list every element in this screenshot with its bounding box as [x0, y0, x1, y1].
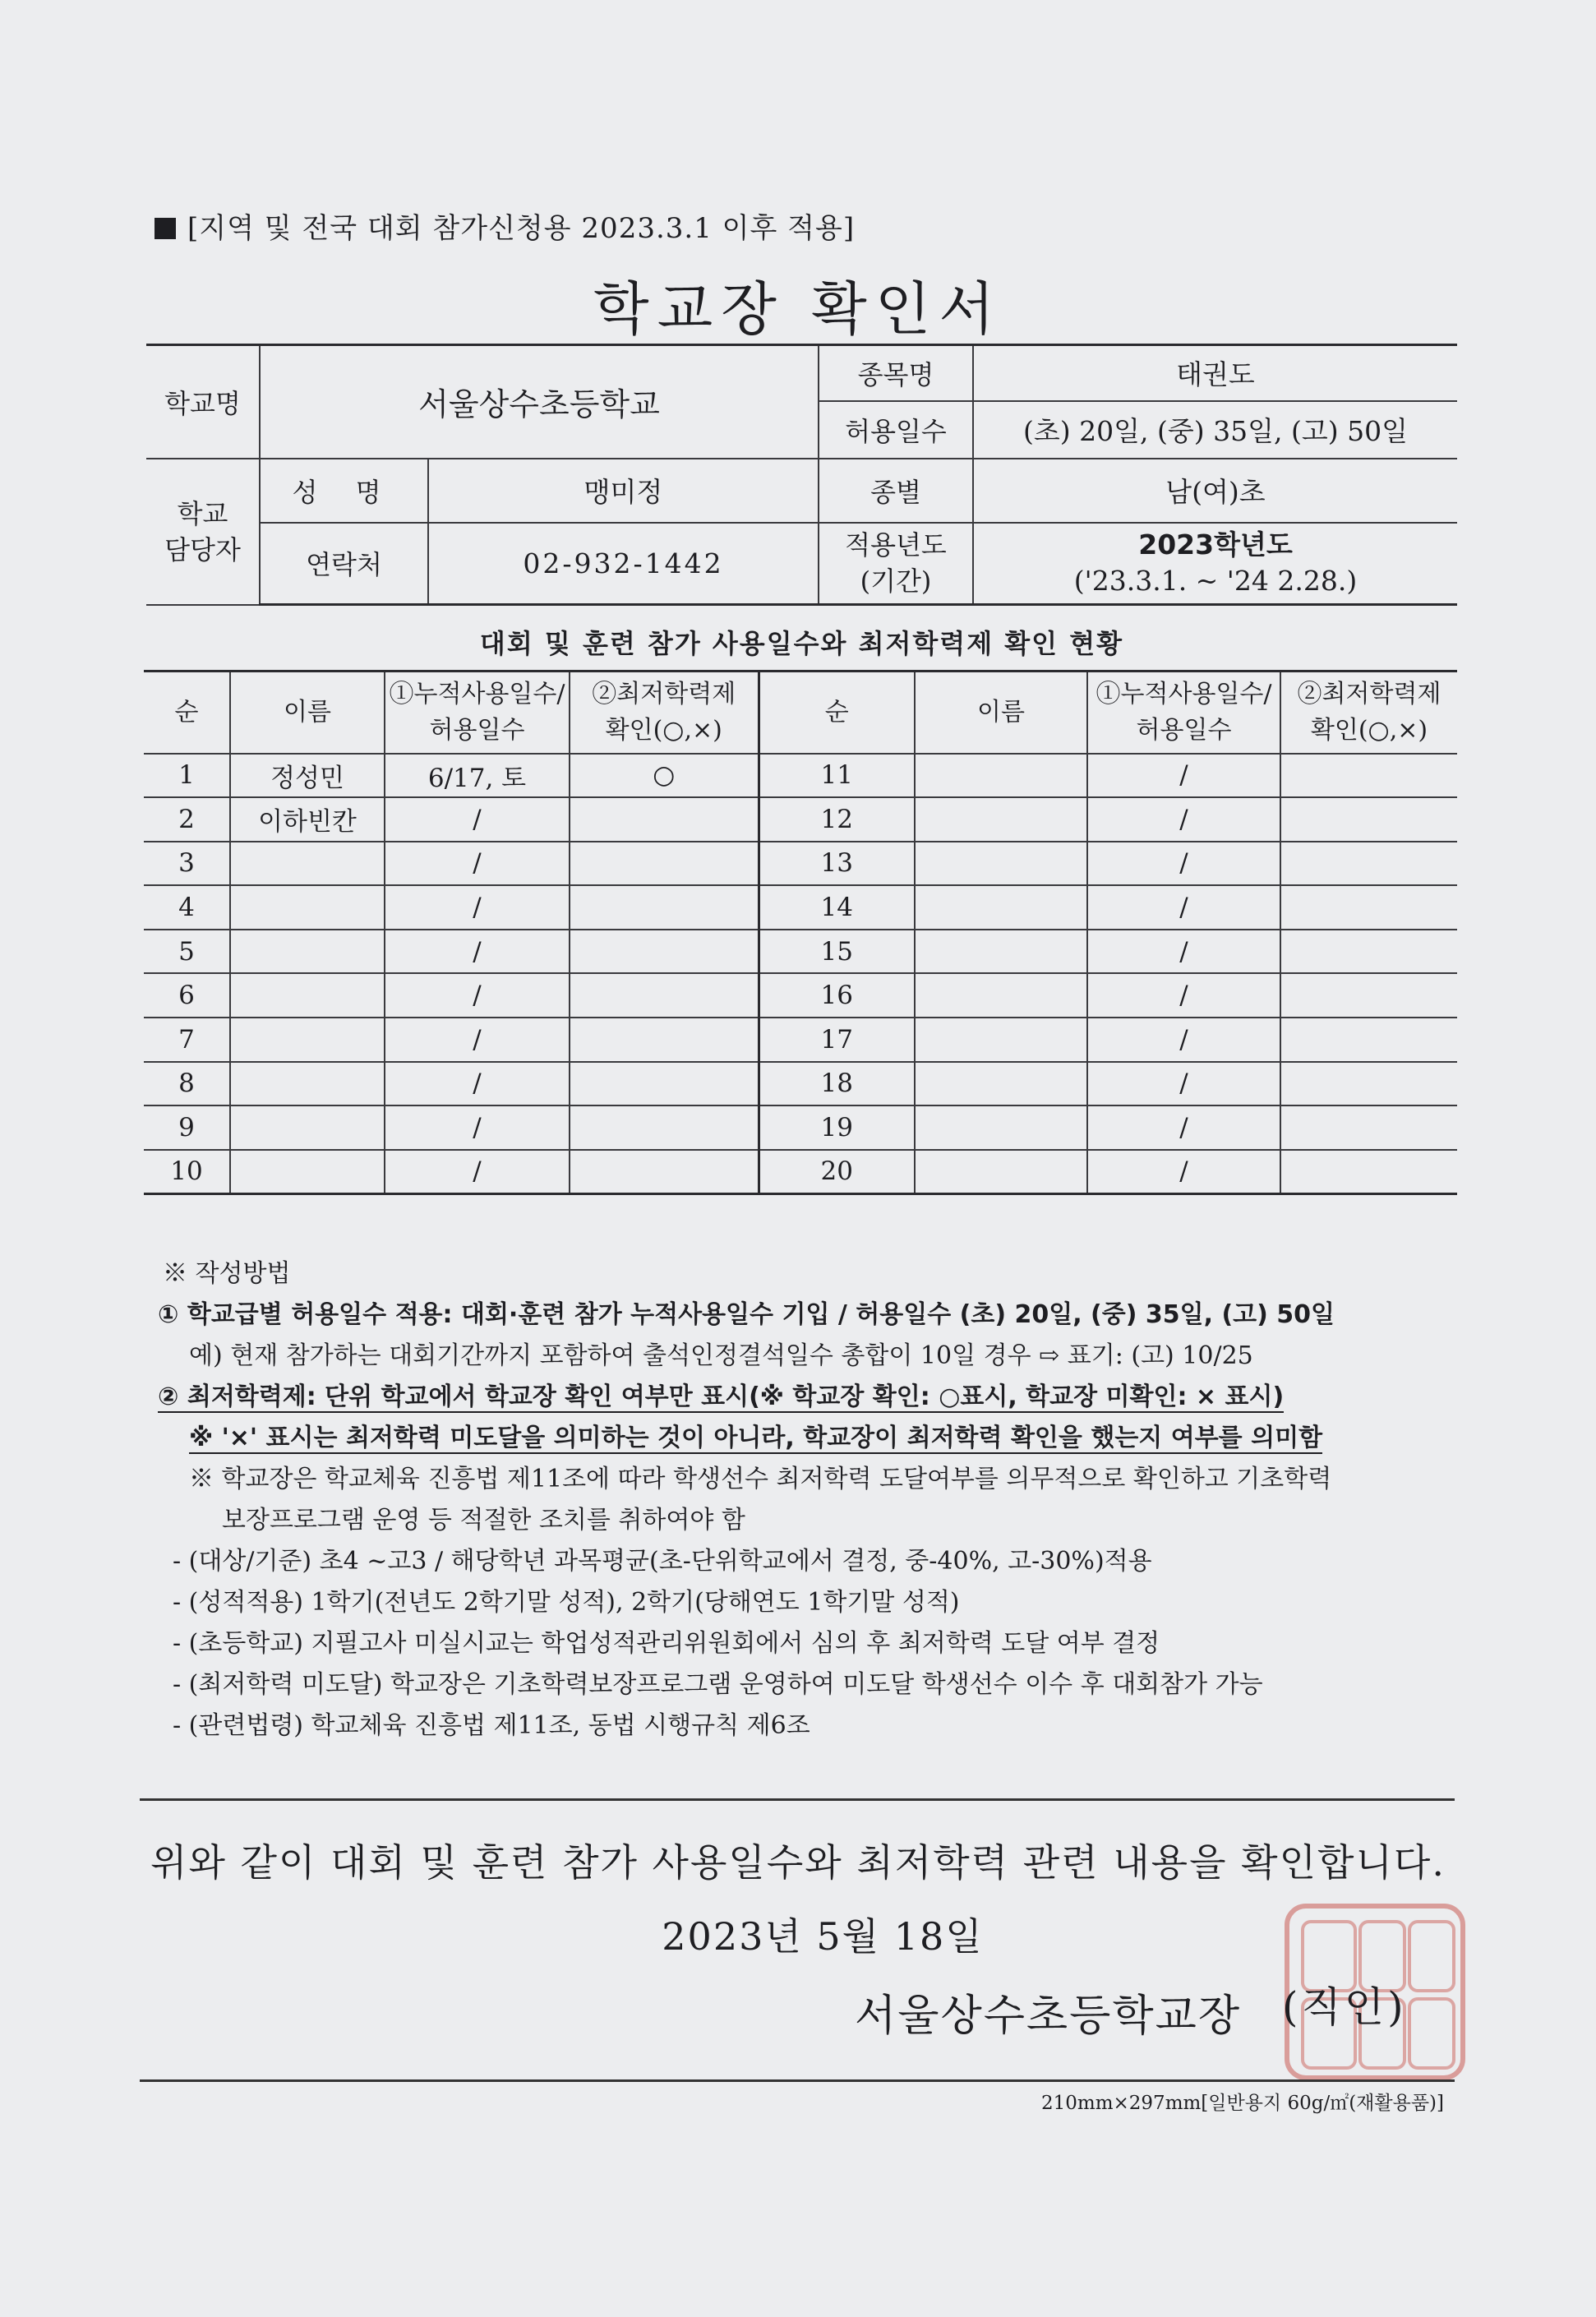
table-row — [144, 1105, 1457, 1150]
days-used: / — [1087, 930, 1280, 974]
table-row — [144, 885, 1457, 930]
min-academic-check — [1280, 973, 1457, 1018]
col-num-header: 순 — [144, 672, 230, 754]
school-label: 학교명 — [146, 345, 260, 459]
days-used: / — [1087, 1018, 1280, 1062]
event-value: 태권도 — [973, 345, 1457, 401]
student-name — [915, 1018, 1087, 1062]
student-name — [915, 842, 1087, 886]
divider — [140, 1798, 1455, 1801]
min-academic-check — [1280, 1105, 1457, 1150]
issue-date: 2023년 5월 18일 — [662, 1914, 984, 1959]
days-used: / — [385, 973, 570, 1018]
days-used: / — [385, 797, 570, 842]
note-line: - (최저학력 미도달) 학교장은 기초학력보장프로그램 운영하여 미도달 학생선수 이수 후 대회참가 가능 — [173, 1670, 1263, 1699]
row-number: 12 — [759, 797, 915, 842]
note-line: ※ 학교장은 학교체육 진흥법 제11조에 따라 학생선수 최저학력 도달여부를 의무적으로 확인하고 기초학력 — [189, 1465, 1332, 1493]
days-used: / — [1087, 1150, 1280, 1194]
min-academic-check — [570, 885, 759, 930]
min-academic-check — [570, 973, 759, 1018]
gender-value: 남(여)초 — [973, 459, 1457, 523]
col-check-header-2: ②최저학력제 확인(○,×) — [1280, 672, 1457, 754]
name-label: 성 명 — [260, 459, 428, 523]
table-row — [144, 1018, 1457, 1062]
instructions-heading: ※ 작성방법 — [163, 1259, 291, 1288]
row-number: 13 — [759, 842, 915, 886]
min-academic-check — [1280, 1018, 1457, 1062]
application-note-text: [지역 및 전국 대회 참가신청용 2023.3.1 이후 적용] — [187, 212, 856, 245]
days-used: / — [385, 1105, 570, 1150]
days-used: / — [385, 885, 570, 930]
days-used: / — [385, 1018, 570, 1062]
min-academic-check — [570, 1018, 759, 1062]
note-line: 보장프로그램 운영 등 적절한 조치를 취하여야 함 — [222, 1506, 745, 1535]
gender-label: 종별 — [819, 459, 973, 523]
paper-spec: 210mm×297mm[일반용지 60g/㎡(재활용품)] — [1041, 2093, 1444, 2114]
participation-table — [144, 670, 1457, 1195]
row-number: 16 — [759, 973, 915, 1018]
student-name — [915, 1150, 1087, 1194]
note-line: - (관련법령) 학교체육 진흥법 제11조, 동법 시행규칙 제6조 — [173, 1711, 810, 1740]
student-name — [915, 1105, 1087, 1150]
student-name — [230, 930, 385, 974]
table-row — [144, 842, 1457, 886]
student-name — [230, 1150, 385, 1194]
student-name — [230, 973, 385, 1018]
note-line: ※ '×' 표시는 최저학력 미도달을 의미하는 것이 아니라, 학교장이 최저학력 확인을 했는지 여부를 의미함 — [189, 1424, 1323, 1452]
row-number: 10 — [144, 1150, 230, 1194]
student-name — [230, 1018, 385, 1062]
days-used: / — [385, 930, 570, 974]
min-academic-check — [570, 1062, 759, 1106]
col-days-header: ①누적사용일수/ 허용일수 — [385, 672, 570, 754]
note-line: ② 최저학력제: 단위 학교에서 학교장 확인 여부만 표시(※ 학교장 확인: ○표시, 학교장 미확인: × 표시) — [158, 1382, 1285, 1411]
document-title: 학교장 확인서 — [593, 275, 1003, 343]
col-check-header: ②최저학력제 확인(○,×) — [570, 672, 759, 754]
student-name — [230, 885, 385, 930]
row-number: 1 — [144, 754, 230, 798]
allowed-days-value: (초) 20일, (중) 35일, (고) 50일 — [973, 401, 1457, 459]
year-label: 적용년도 (기간) — [819, 523, 973, 605]
col-days-header-2: ①누적사용일수/ 허용일수 — [1087, 672, 1280, 754]
student-name: 정성민 — [230, 754, 385, 798]
days-used: / — [385, 842, 570, 886]
min-academic-check — [1280, 930, 1457, 974]
student-name — [230, 842, 385, 886]
table-row — [144, 797, 1457, 842]
row-number: 19 — [759, 1105, 915, 1150]
row-number: 2 — [144, 797, 230, 842]
row-number: 11 — [759, 754, 915, 798]
student-name — [230, 1062, 385, 1106]
min-academic-check — [570, 842, 759, 886]
black-square-icon — [155, 218, 176, 239]
row-number: 4 — [144, 885, 230, 930]
row-number: 7 — [144, 1018, 230, 1062]
min-academic-check — [1280, 754, 1457, 798]
school-info-table — [146, 344, 1457, 606]
row-number: 17 — [759, 1018, 915, 1062]
row-number: 6 — [144, 973, 230, 1018]
row-number: 15 — [759, 930, 915, 974]
table-header-row — [144, 672, 1457, 754]
student-name — [915, 754, 1087, 798]
min-academic-check — [570, 797, 759, 842]
min-academic-check — [1280, 885, 1457, 930]
student-name — [915, 973, 1087, 1018]
manager-label: 학교 담당자 — [146, 459, 260, 605]
student-name — [915, 1062, 1087, 1106]
min-academic-check — [1280, 1062, 1457, 1106]
note-line: - (성적적용) 1학기(전년도 2학기말 성적), 2학기(당해연도 1학기말 성적) — [173, 1588, 960, 1617]
student-name — [230, 1105, 385, 1150]
student-name — [915, 930, 1087, 974]
col-name-header-2: 이름 — [915, 672, 1087, 754]
event-label: 종목명 — [819, 345, 973, 401]
school-name: 서울상수초등학교 — [260, 345, 819, 459]
year-value: 2023학년도 ('23.3.1. ~ '24 2.28.) — [973, 523, 1457, 605]
table-title: 대회 및 훈련 참가 사용일수와 최저학력제 확인 현황 — [479, 628, 1124, 659]
student-name: 이하빈칸 — [230, 797, 385, 842]
table-row — [144, 1062, 1457, 1106]
days-used: / — [1087, 1105, 1280, 1150]
table-row — [144, 973, 1457, 1018]
days-used: / — [1087, 797, 1280, 842]
student-name — [915, 885, 1087, 930]
min-academic-check — [1280, 797, 1457, 842]
note-line: ① 학교급별 허용일수 적용: 대회·훈련 참가 누적사용일수 기입 / 허용일수 (초) 20일, (중) 35일, (고) 50일 — [158, 1300, 1335, 1329]
principal-title: 서울상수초등학교장 — [855, 1992, 1242, 2041]
days-used: / — [1087, 885, 1280, 930]
confirmation-statement: 위와 같이 대회 및 훈련 참가 사용일수와 최저학력 관련 내용을 확인합니다. — [150, 1840, 1446, 1885]
row-number: 8 — [144, 1062, 230, 1106]
days-used: / — [385, 1062, 570, 1106]
instructions — [158, 1253, 1456, 1747]
days-used: / — [1087, 1062, 1280, 1106]
days-used: / — [1087, 842, 1280, 886]
min-academic-check: ○ — [570, 754, 759, 798]
divider — [140, 2079, 1455, 2082]
application-note — [155, 205, 855, 246]
col-name-header: 이름 — [230, 672, 385, 754]
student-name — [915, 797, 1087, 842]
table-row — [144, 1150, 1457, 1194]
min-academic-check — [570, 1150, 759, 1194]
days-used: 6/17, 토 — [385, 754, 570, 798]
row-number: 9 — [144, 1105, 230, 1150]
min-academic-check — [570, 930, 759, 974]
manager-name: 맹미정 — [428, 459, 819, 523]
days-used: / — [385, 1150, 570, 1194]
days-used: / — [1087, 754, 1280, 798]
row-number: 14 — [759, 885, 915, 930]
min-academic-check — [1280, 1150, 1457, 1194]
note-line: - (초등학교) 지필고사 미실시교는 학업성적관리위원회에서 심의 후 최저학력 도달 여부 결정 — [173, 1629, 1160, 1658]
row-number: 18 — [759, 1062, 915, 1106]
contact-label: 연락처 — [260, 523, 428, 605]
table-row — [144, 930, 1457, 974]
row-number: 5 — [144, 930, 230, 974]
contact-value: 02-932-1442 — [428, 523, 819, 605]
table-row — [144, 754, 1457, 798]
days-used: / — [1087, 973, 1280, 1018]
seal-label: (직인) — [1282, 1983, 1407, 2031]
row-number: 20 — [759, 1150, 915, 1194]
allowed-days-label: 허용일수 — [819, 401, 973, 459]
row-number: 3 — [144, 842, 230, 886]
min-academic-check — [570, 1105, 759, 1150]
note-line: - (대상/기준) 초4 ~고3 / 해당학년 과목평균(초-단위학교에서 결정, 중-40%, 고-30%)적용 — [173, 1547, 1152, 1576]
note-line: 예) 현재 참가하는 대회기간까지 포함하여 출석인정결석일수 총합이 10일 경우 ⇨ 표기: (고) 10/25 — [189, 1341, 1253, 1370]
col-num-header-2: 순 — [759, 672, 915, 754]
min-academic-check — [1280, 842, 1457, 886]
